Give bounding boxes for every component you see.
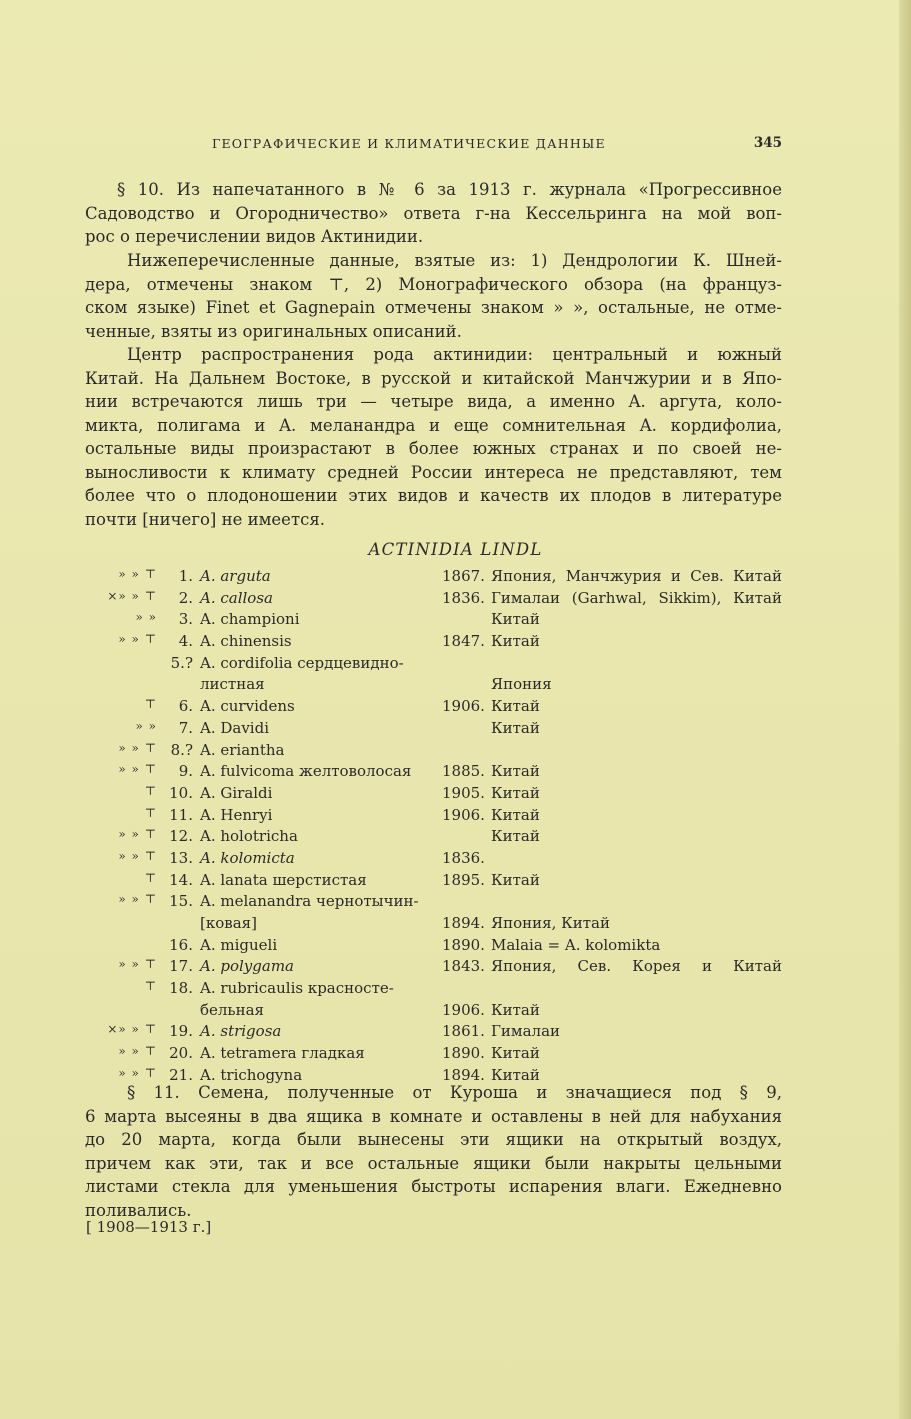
- species-number: 3.: [178, 610, 193, 629]
- species-name-cell: [163, 675, 443, 693]
- species-name-cell: [163, 589, 443, 607]
- text-line: более что о плодоношении этих видов и качеств их плодов в литературе: [85, 486, 782, 505]
- description-year: 1895.: [442, 870, 485, 889]
- species-name: A. lanata шерстистая: [200, 870, 367, 889]
- species-name: A. arguta: [200, 567, 271, 585]
- table-row: [85, 697, 785, 719]
- species-number: 21.: [169, 1065, 193, 1084]
- native-region: Китай: [491, 1065, 540, 1084]
- text-line: 6 марта высеяны в два ящика в комнате и оставлены в ней для набухания: [85, 1106, 782, 1126]
- species-name: A. melanandra чернотычин-: [200, 892, 419, 911]
- species-name: A. chinensis: [200, 632, 292, 651]
- source-marks: » » ⊤: [118, 1044, 157, 1059]
- native-region: Китай: [491, 632, 540, 651]
- source-marks: » » ⊤: [118, 892, 157, 907]
- description-year: 1836.: [442, 848, 485, 867]
- text-line: ском языке) Finet et Gagnepain отмечены знаком » », остальные, не отме-: [85, 298, 782, 317]
- source-marks: ×» » ⊤: [107, 1022, 157, 1037]
- species-name: A. Giraldi: [200, 783, 273, 802]
- species-name: A. trichogyna: [200, 1065, 303, 1084]
- species-name-cell: [163, 892, 443, 910]
- species-name: A. championi: [200, 610, 300, 629]
- species-number: 10.: [169, 783, 193, 802]
- species-name-cell: [163, 849, 443, 867]
- species-name-cell: [163, 784, 443, 802]
- text-line: почти [ничего] не имеется.: [85, 509, 325, 529]
- source-marks: ×» » ⊤: [107, 588, 157, 603]
- species-number: 12.: [169, 827, 193, 846]
- table-row: [85, 871, 785, 893]
- table-row: [85, 957, 785, 979]
- sources-paragraph: [85, 249, 782, 343]
- source-marks: » » ⊤: [118, 848, 157, 863]
- table-row: [85, 675, 785, 697]
- species-name: A. callosa: [200, 588, 273, 607]
- native-region: Китай: [491, 762, 540, 781]
- native-region: Китай: [491, 783, 540, 802]
- species-name-cell: [163, 741, 443, 759]
- description-year: 1847.: [442, 632, 485, 651]
- species-name: A. Davidi: [200, 718, 270, 737]
- species-number: 19.: [169, 1022, 193, 1041]
- species-number: 17.: [169, 957, 193, 976]
- source-marks: » » ⊤: [118, 827, 157, 842]
- table-row: [85, 914, 785, 936]
- table-row: [85, 1001, 785, 1023]
- native-region: Malaia = A. kolomikta: [491, 935, 661, 954]
- native-region: Япония: [491, 675, 552, 694]
- source-marks: » »: [135, 718, 157, 733]
- distribution-paragraph: [85, 343, 782, 531]
- text-line: до 20 марта, когда были вынесены эти ящики на открытый воздух,: [85, 1130, 782, 1149]
- species-number: 15.: [169, 892, 193, 911]
- species-number: 18.: [169, 979, 193, 998]
- table-row: [85, 979, 785, 1001]
- species-name-cell: [163, 697, 443, 715]
- species-name-cell: [163, 610, 443, 628]
- species-name-cell: [163, 654, 443, 672]
- species-number: 4.: [178, 632, 193, 651]
- native-region: Китай: [491, 718, 540, 737]
- table-row: [85, 806, 785, 828]
- date-range: [ 1908—1913 г.]: [86, 1218, 212, 1236]
- species-number: 16.: [169, 935, 193, 954]
- table-row: [85, 589, 785, 611]
- description-year: 1890.: [442, 935, 485, 954]
- native-region: Китай: [491, 1000, 540, 1019]
- species-name-cell: [163, 827, 443, 845]
- species-number: 5.?: [170, 653, 193, 672]
- table-row: [85, 632, 785, 654]
- source-marks: ⊤: [144, 979, 157, 994]
- species-name: A. eriantha: [200, 740, 285, 759]
- native-region: Китай: [491, 1044, 540, 1063]
- species-number: 6.: [178, 697, 193, 716]
- table-row: [85, 849, 785, 871]
- native-region: Китай: [491, 610, 540, 629]
- species-name: [ковая]: [200, 914, 257, 932]
- native-region: Китай: [491, 805, 540, 824]
- text-line: рос о перечислении видов Актинидии.: [85, 227, 424, 246]
- source-marks: » » ⊤: [118, 567, 157, 581]
- species-name: A. cordifolia сердцевидно-: [200, 653, 404, 672]
- description-year: 1867.: [442, 567, 485, 585]
- species-name: A. holotricha: [200, 827, 298, 846]
- description-year: 1906.: [442, 805, 485, 824]
- section-10-paragraph: [85, 178, 782, 249]
- page-number: 345: [753, 135, 782, 151]
- species-name: A. kolomicta: [200, 848, 295, 867]
- species-number: 13.: [169, 848, 193, 867]
- species-name: A. tetramera гладкая: [200, 1044, 365, 1063]
- page-edge-shadow: [899, 0, 911, 1419]
- species-number: 9.: [178, 762, 193, 781]
- species-name: A. curvidens: [200, 697, 295, 716]
- species-number: 14.: [169, 870, 193, 889]
- text-line: Центр распространения рода актинидии: центральный и южный: [127, 345, 782, 364]
- native-region: Китай: [491, 827, 540, 846]
- description-year: 1890.: [442, 1044, 485, 1063]
- table-title: ACTINIDIA LINDL: [368, 540, 543, 559]
- species-name-cell: [163, 1022, 443, 1040]
- text-line: § 11. Семена, полученные от Куроша и значащиеся под § 9,: [127, 1083, 782, 1102]
- table-row: [85, 610, 785, 632]
- description-year: 1836.: [442, 588, 485, 607]
- source-marks: » » ⊤: [118, 632, 157, 647]
- source-marks: ⊤: [144, 783, 157, 798]
- source-marks: ⊤: [144, 805, 157, 820]
- species-number: 11.: [169, 805, 193, 824]
- native-region: Гималаи: [491, 1022, 561, 1041]
- species-number: 7.: [178, 718, 193, 737]
- text-line: Нижеперечисленные данные, взятые из: 1) Дендрологии К. Шней-: [127, 251, 782, 270]
- species-name: A. rubricaulis красносте-: [200, 979, 394, 998]
- description-year: 1906.: [442, 1000, 485, 1019]
- text-line: листами стекла для уменьшения быстроты испарения влаги. Ежедневно: [85, 1177, 782, 1196]
- species-name-cell: [163, 719, 443, 737]
- species-name: A. Henryi: [200, 805, 273, 824]
- species-name-cell: [163, 1044, 443, 1062]
- species-table: [85, 567, 785, 1088]
- native-region: Гималаи (Garhwal, Sikkim), Китай: [491, 588, 782, 607]
- table-row: [85, 784, 785, 806]
- source-marks: » » ⊤: [118, 740, 157, 755]
- native-region: Япония, Сев. Корея и Китай: [491, 957, 782, 976]
- source-marks: ⊤: [144, 697, 157, 712]
- text-line: микта, полигама и A. меланандра и еще сомнительная A. кордифолиа,: [85, 415, 782, 435]
- species-name: A. polygama: [200, 957, 294, 976]
- species-number: 2.: [178, 588, 193, 607]
- species-name: A. strigosa: [200, 1022, 282, 1041]
- text-line: дера, отмечены знаком ⊤, 2) Монографического обзора (на француз-: [85, 274, 782, 294]
- species-name-cell: [163, 871, 443, 889]
- source-marks: » » ⊤: [118, 762, 157, 777]
- text-line: Садоводство и Огородничество» ответа г-на Кессельринга на мой воп-: [85, 203, 782, 223]
- table-row: [85, 719, 785, 741]
- species-name: листная: [200, 675, 265, 694]
- source-marks: » »: [135, 610, 157, 625]
- species-name-cell: [163, 914, 443, 932]
- species-name: A. migueli: [200, 935, 278, 954]
- description-year: 1885.: [442, 762, 485, 781]
- table-row: [85, 892, 785, 914]
- text-line: выносливости к климату средней России интереса не представляют, тем: [85, 462, 782, 482]
- species-number: 1.: [178, 567, 193, 585]
- description-year: 1894.: [442, 1065, 485, 1084]
- description-year: 1861.: [442, 1022, 485, 1041]
- species-name-cell: [163, 1001, 443, 1019]
- header-title: ГЕОГРАФИЧЕСКИЕ И КЛИМАТИЧЕСКИЕ ДАННЫЕ: [212, 136, 606, 151]
- table-row: [85, 741, 785, 763]
- table-row: [85, 827, 785, 849]
- species-name: бельная: [200, 1000, 265, 1019]
- description-year: 1906.: [442, 697, 485, 716]
- species-name: A. fulvicoma желтоволосая: [200, 762, 412, 781]
- species-name-cell: [163, 632, 443, 650]
- text-line: остальные виды произрастают в более южных странах и по своей не-: [85, 439, 782, 458]
- species-name-cell: [163, 979, 443, 997]
- source-marks: » » ⊤: [118, 957, 157, 972]
- description-year: 1905.: [442, 783, 485, 802]
- section-11-paragraph: [85, 1081, 782, 1222]
- running-header: [212, 136, 782, 156]
- species-name-cell: [163, 936, 443, 954]
- text-line: ченные, взяты из оригинальных описаний.: [85, 321, 462, 341]
- species-name-cell: [163, 957, 443, 975]
- text-line: причем как эти, так и все остальные ящики были накрыты цельными: [85, 1153, 782, 1173]
- description-year: 1894.: [442, 914, 485, 932]
- native-region: Япония, Манчжурия и Сев. Китай: [491, 567, 782, 585]
- table-row: [85, 762, 785, 784]
- text-line: поливались.: [85, 1200, 192, 1220]
- table-row: [85, 1044, 785, 1066]
- species-number: 8.?: [170, 740, 193, 759]
- native-region: Китай: [491, 870, 540, 889]
- species-name-cell: [163, 762, 443, 780]
- species-number: 20.: [169, 1044, 193, 1063]
- text-line: нии встречаются лишь три — четыре вида, а именно A. аргута, коло-: [85, 392, 782, 411]
- text-line: Китай. На Дальнем Востоке, в русской и китайской Манчжурии и в Япо-: [85, 368, 782, 388]
- table-row: [85, 936, 785, 958]
- table-row: [85, 1022, 785, 1044]
- native-region: Япония, Китай: [491, 914, 610, 932]
- species-name-cell: [163, 567, 443, 585]
- source-marks: » » ⊤: [118, 1065, 157, 1080]
- native-region: Китай: [491, 697, 540, 716]
- table-row: [85, 654, 785, 676]
- source-marks: ⊤: [144, 870, 157, 885]
- text-line: § 10. Из напечатанного в № 6 за 1913 г. журнала «Прогрессивное: [117, 180, 782, 199]
- species-name-cell: [163, 806, 443, 824]
- description-year: 1843.: [442, 957, 485, 976]
- table-row: [85, 567, 785, 589]
